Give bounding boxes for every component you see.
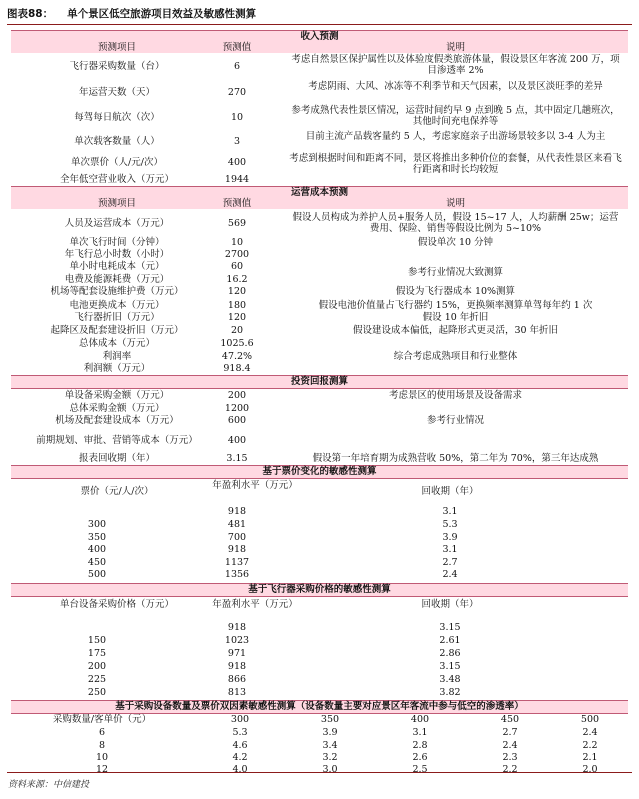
table-cell: 180 — [227, 299, 247, 311]
table-cell: 918 — [227, 506, 247, 517]
table-cell: 全年低空营业收入（万元） — [59, 173, 174, 185]
table-cell: 3.4 — [322, 740, 338, 751]
table-cell: 单次载客数量（人） — [74, 135, 160, 147]
table-cell: 预测值 — [222, 42, 252, 53]
table-cell: 600 — [227, 415, 247, 426]
table-cell: 500 — [580, 714, 600, 725]
table-cell: 利润率 — [102, 350, 132, 362]
table-cell: 5.3 — [442, 519, 458, 530]
table-cell: 综合考虑成熟项目和行业整体 — [393, 350, 518, 362]
table-cell: 总体采购金额（万元） — [69, 402, 165, 414]
table-cell: 3.0 — [322, 764, 338, 775]
table-cell: 6 — [233, 61, 241, 72]
table-cell: 电费及能源耗费（万元） — [64, 273, 170, 285]
table-cell: 考虑自然景区保护属性以及体验度假类旅游体量，假设景区年客流 200 万，项目渗透率 2% — [291, 54, 620, 76]
table-cell: 利润额（万元） — [83, 362, 151, 374]
table-cell: 4.0 — [232, 764, 248, 775]
table-cell: 16.2 — [226, 273, 248, 285]
table-cell: 说明 — [445, 198, 465, 209]
table-cell: 400 — [227, 434, 247, 446]
table-cell: 1023 — [224, 635, 250, 646]
table-cell: 700 — [227, 532, 247, 543]
table-cell: 2.61 — [439, 635, 461, 646]
top-rule — [7, 24, 632, 25]
table-cell: 3.82 — [439, 687, 461, 698]
table-cell: 12 — [95, 764, 109, 775]
table-cell: 120 — [227, 286, 247, 297]
table-cell: 飞行器折旧（万元） — [74, 312, 160, 323]
table-cell: 3.1 — [412, 727, 428, 738]
table-cell: 3.1 — [442, 506, 458, 517]
table-cell: 年运营天数（天） — [78, 86, 155, 98]
source-note: 资料来源：中信建投 — [8, 780, 90, 790]
figure-title — [7, 6, 256, 21]
table-cell: 350 — [320, 714, 340, 725]
table-cell: 年盈利水平（万元） — [212, 599, 298, 610]
table-cell: 10 — [230, 236, 244, 248]
table-cell: 3.48 — [439, 674, 461, 685]
table-cell: 前期规划、审批、营销等成本（万元） — [36, 434, 198, 446]
table-cell: 918.4 — [223, 362, 251, 374]
table-cell: 2.0 — [582, 764, 598, 775]
table-cell: 2.4 — [582, 727, 598, 738]
table-cell: 1200 — [224, 402, 250, 414]
table-cell: 3 — [233, 135, 241, 147]
figure-title-text: 单个景区低空旅游项目效益及敏感性测算 — [67, 8, 257, 20]
table-cell: 参考成熟代表性景区情况，运营时间约早 9 点到晚 5 点，其中固定几趟班次，其他时间充电保养等 — [291, 105, 620, 127]
table-cell: 2.1 — [582, 752, 598, 763]
table-cell: 2.2 — [502, 764, 518, 775]
table-cell: 866 — [227, 674, 247, 685]
table-cell: 年盈利水平（万元） — [212, 480, 298, 491]
table-cell: 预测值 — [222, 198, 252, 209]
table-cell: 年飞行总小时数（小时） — [64, 248, 170, 260]
table-cell: 单台设备采购价格（万元） — [59, 599, 174, 610]
table-cell: 假设为飞行器成本 10%测算 — [395, 286, 516, 297]
table-cell: 起降区及配套建设折旧（万元） — [50, 325, 184, 336]
table-cell: 250 — [87, 687, 107, 698]
table-cell: 采购数量/客单价（元） — [52, 714, 152, 725]
section-cost-title: 运营成本预测 — [11, 186, 628, 200]
table-cell: 400 — [87, 544, 107, 555]
table-cell: 450 — [500, 714, 520, 725]
table-cell: 2.4 — [502, 740, 518, 751]
table-cell: 机场等配套设施维护费（万元） — [50, 286, 184, 297]
table-cell: 飞行器采购数量（台） — [69, 61, 165, 72]
table-cell: 3.9 — [322, 727, 338, 738]
table-cell: 2.7 — [502, 727, 518, 738]
section-invest-title: 投资回报测算 — [11, 375, 628, 389]
table-cell: 2.8 — [412, 740, 428, 751]
table-cell: 150 — [87, 635, 107, 646]
table-cell: 200 — [87, 661, 107, 672]
table-cell: 2700 — [224, 248, 250, 260]
table-cell: 120 — [227, 312, 247, 323]
table-cell: 3.15 — [439, 622, 461, 633]
table-cell: 票价（元/人/次） — [80, 486, 154, 497]
section-price-sensitivity-title: 基于票价变化的敏感性测算 — [11, 465, 628, 479]
table-cell: 918 — [227, 622, 247, 633]
table-cell: 2.86 — [439, 648, 461, 659]
table-cell: 300 — [230, 714, 250, 725]
table-cell: 电池更换成本（万元） — [69, 299, 165, 311]
section-dual-sensitivity-title: 基于采购设备数量及票价双因素敏感性测算（设备数量主要对应景区年客流中参与低空的渗透率） — [11, 700, 628, 714]
table-cell: 971 — [227, 648, 247, 659]
table-cell: 参考行业情况大致测算 — [407, 267, 503, 278]
table-cell: 2.6 — [412, 752, 428, 763]
table-cell: 175 — [87, 648, 107, 659]
table-cell: 假设建设成本偏低，起降形式更灵活，30 年折旧 — [352, 325, 559, 336]
table-cell: 3.15 — [226, 453, 248, 464]
table-cell: 机场及配套建设成本（万元） — [55, 415, 179, 426]
table-cell: 1137 — [224, 557, 250, 568]
table-cell: 813 — [227, 687, 247, 698]
table-cell: 60 — [230, 261, 244, 272]
table-cell: 预测项目 — [97, 42, 136, 53]
table-cell: 450 — [87, 557, 107, 568]
table-cell: 3.1 — [442, 544, 458, 555]
table-cell: 参考行业情况 — [426, 415, 484, 426]
table-cell: 3.9 — [442, 532, 458, 543]
table-cell: 6 — [98, 727, 106, 738]
table-cell: 4.2 — [232, 752, 248, 763]
table-cell: 单设备采购金额（万元） — [64, 390, 170, 401]
table-cell: 1944 — [224, 173, 250, 185]
table-cell: 预测项目 — [97, 198, 136, 209]
table-cell: 500 — [87, 569, 107, 580]
table-cell: 350 — [87, 532, 107, 543]
table-cell: 考虑阴雨、大风、冰冻等不利季节和天气因素，以及景区淡旺季的差异 — [308, 81, 603, 92]
table-cell: 225 — [87, 674, 107, 685]
table-cell: 假设单次 10 分钟 — [417, 236, 494, 248]
table-cell: 2.5 — [412, 764, 428, 775]
table-cell: 每驾每日航次（次） — [74, 111, 160, 123]
table-cell: 47.2% — [221, 350, 253, 362]
section-income-title: 收入预测 — [11, 30, 628, 44]
table-cell: 481 — [227, 519, 247, 530]
table-cell: 400 — [410, 714, 430, 725]
table-cell: 假设电池价值量占飞行器约 15%，更换频率测算单驾每年约 1 次 — [318, 299, 593, 311]
table-cell: 300 — [87, 519, 107, 530]
table-cell: 假设人员构成为养护人员+服务人员，假设 15~17 人，人均薪酬 25w；运营费用、保险、销售等假设比例为 5~10% — [292, 212, 619, 234]
table-cell: 1356 — [224, 569, 250, 580]
table-cell: 10 — [230, 111, 244, 123]
table-cell: 假设 10 年折旧 — [422, 312, 489, 323]
table-cell: 考虑到根据时间和距离不同，景区将推出多种价位的套餐，从代表性景区来看飞行距离和时长均较短 — [289, 153, 622, 175]
section-device-sensitivity-title: 基于飞行器采购价格的敏感性测算 — [11, 583, 628, 597]
table-cell: 400 — [227, 156, 247, 168]
table-cell: 200 — [227, 390, 247, 401]
table-cell: 单次飞行时间（分钟） — [69, 236, 165, 248]
table-cell: 说明 — [445, 42, 465, 53]
table-cell: 2.4 — [442, 569, 458, 580]
table-cell: 918 — [227, 661, 247, 672]
table-cell: 3.15 — [439, 661, 461, 672]
table-cell: 目前主流产品载客量约 5 人，考虑家庭亲子出游场景较多以 3-4 人为主 — [305, 131, 606, 142]
table-cell: 10 — [95, 752, 109, 763]
table-cell: 假设第一年培育期为成熟营收 50%，第二年为 70%，第三年达成熟 — [312, 453, 599, 464]
figure-label: 图表88： — [7, 8, 54, 20]
table-cell: 单次票价（人/元/次） — [71, 156, 163, 168]
table-cell: 4.6 — [232, 740, 248, 751]
table-cell: 2.7 — [442, 557, 458, 568]
table-cell: 总体成本（万元） — [78, 338, 155, 349]
table-cell: 回收期（年） — [421, 486, 479, 497]
table-cell: 2.2 — [582, 740, 598, 751]
table-cell: 270 — [227, 86, 247, 98]
table-cell: 569 — [227, 217, 247, 229]
table-cell: 单小时电耗成本（元） — [69, 261, 165, 272]
table-cell: 918 — [227, 544, 247, 555]
bottom-rule — [7, 772, 632, 773]
table-cell: 人员及运营成本（万元） — [64, 217, 170, 229]
table-cell: 5.3 — [232, 727, 248, 738]
table-cell: 回收期（年） — [421, 599, 479, 610]
table-cell: 3.2 — [322, 752, 338, 763]
table-cell: 1025.6 — [220, 338, 254, 349]
table-cell: 20 — [230, 325, 244, 336]
table-cell: 报表回收期（年） — [78, 453, 155, 464]
table-cell: 考虑景区的使用场景及设备需求 — [388, 390, 522, 401]
table-cell: 8 — [98, 740, 106, 751]
table-cell: 2.3 — [502, 752, 518, 763]
